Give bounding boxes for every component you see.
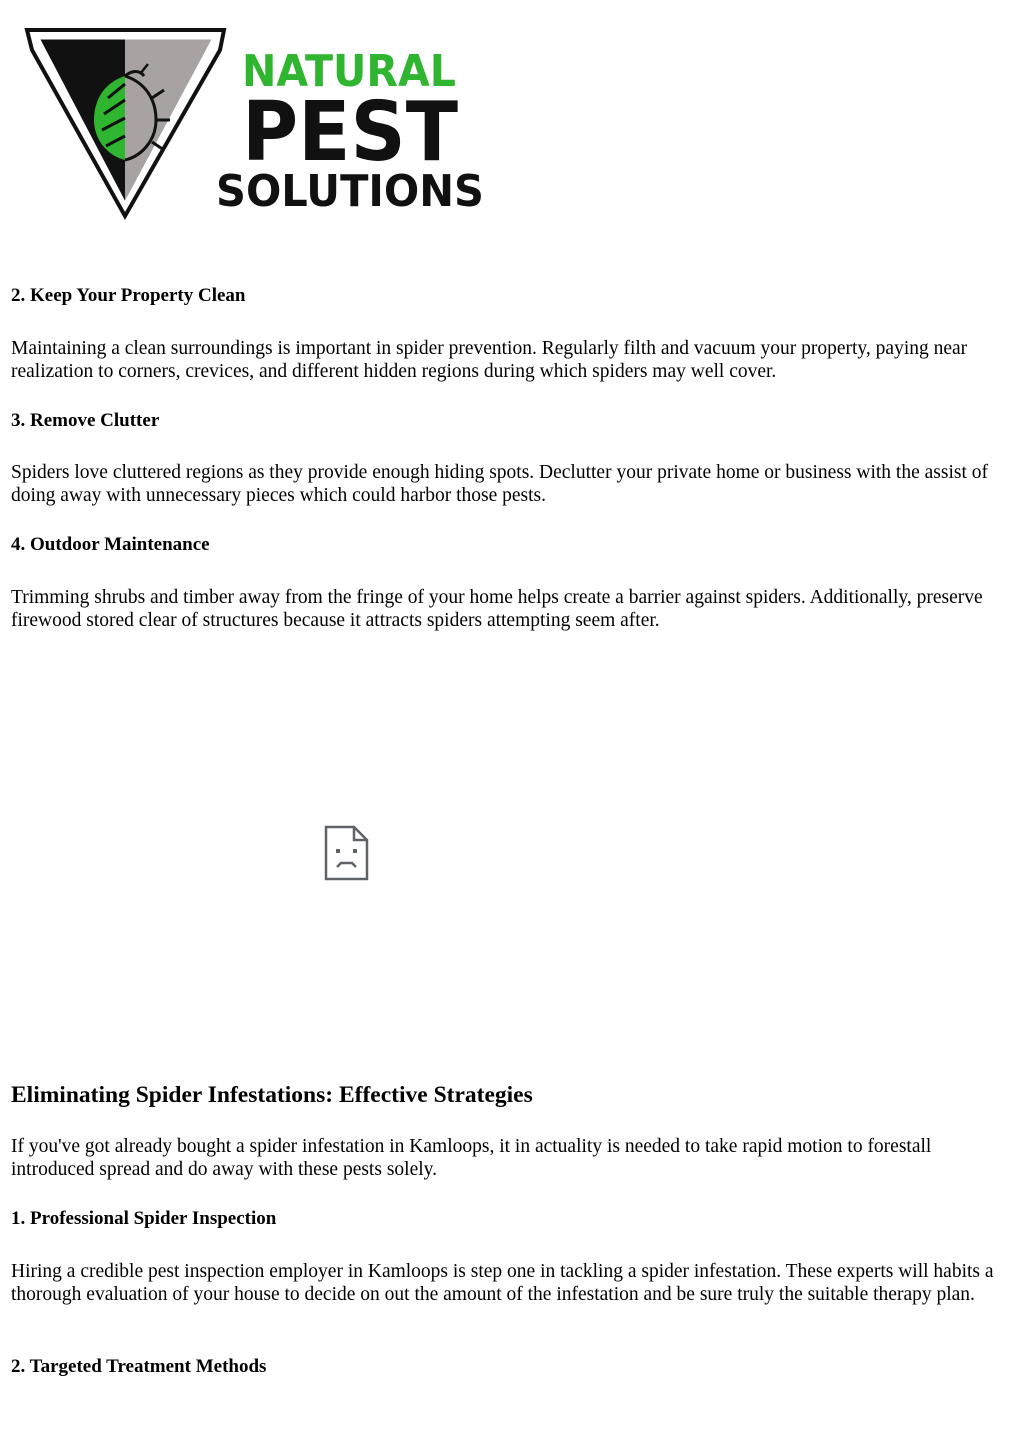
heading-keep-property-clean: 2. Keep Your Property Clean: [11, 285, 246, 306]
company-logo: [24, 28, 494, 223]
section-title-eliminating: Eliminating Spider Infestations: Effective Strategies: [11, 1082, 533, 1108]
heading-professional-inspection: 1. Professional Spider Inspection: [11, 1208, 277, 1229]
paragraph-professional-inspection: Hiring a credible pest inspection employer in Kamloops is step one in tackling a spider infestation. These experts will habits a thorough evaluation of your house to decide on out the amount of the infestation and be sure truly the suitable therapy plan.: [11, 1261, 994, 1305]
broken-image: [324, 825, 369, 881]
heading-targeted-treatment: 2. Targeted Treatment Methods: [11, 1356, 267, 1377]
heading-outdoor-maintenance: 4. Outdoor Maintenance: [11, 534, 210, 555]
shield-leaf-bug-icon: [27, 30, 224, 216]
heading-remove-clutter: 3. Remove Clutter: [11, 410, 160, 431]
broken-image-icon: [324, 825, 369, 881]
paragraph-outdoor-maintenance: Trimming shrubs and timber away from the fringe of your home helps create a barrier against spiders. Additionally, preserve firewood stored clear of structures because it attracts spiders attempting seem after.: [11, 587, 983, 631]
paragraph-keep-property-clean: Maintaining a clean surroundings is important in spider prevention. Regularly filth and vacuum your property, paying near realization to corners, crevices, and different hidden regions during which spiders may well cover.: [11, 338, 968, 382]
logo-line-solutions: SOLUTIONS: [216, 166, 484, 217]
logo-line-natural: NATURAL: [242, 46, 456, 97]
paragraph-eliminating: If you've got already bought a spider infestation in Kamloops, it in actuality is needed to take rapid motion to forestall introduced spread and do away with these pests solely.: [11, 1136, 932, 1180]
logo-line-pest: PEST: [242, 85, 459, 180]
paragraph-remove-clutter: Spiders love cluttered regions as they provide enough hiding spots. Declutter your private home or business with the assist of doing away with unnecessary pieces which could harbor those pests.: [11, 462, 988, 506]
